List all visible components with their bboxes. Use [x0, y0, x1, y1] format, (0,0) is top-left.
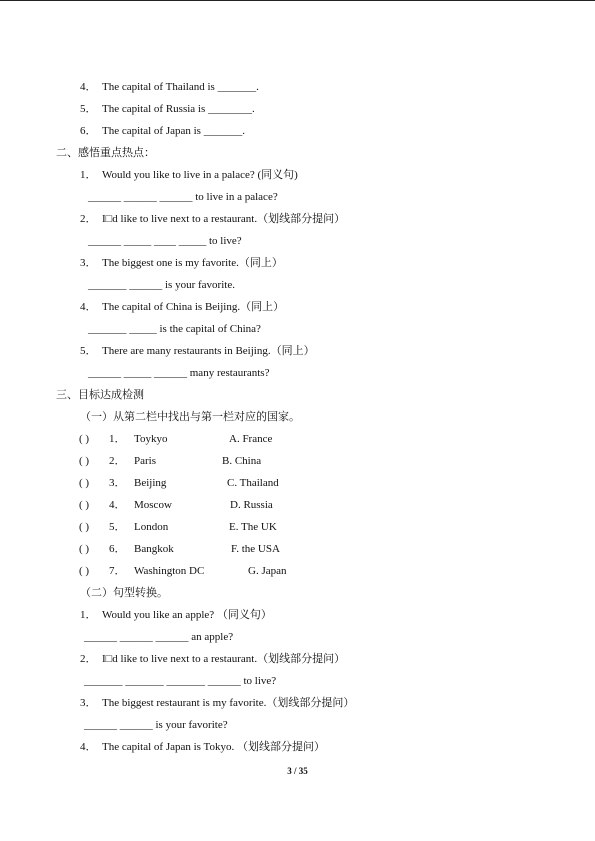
answer-line: ______ _____ ______ many restaurants?	[88, 367, 270, 379]
match-number: 1．	[109, 433, 126, 445]
answer-line: _______ _____ is the capital of China?	[88, 323, 261, 335]
question-text: The biggest restaurant is my favorite.（划线部分提问）	[102, 697, 355, 709]
answer-paren: ( )	[79, 521, 90, 533]
heading-text: 二、感悟重点热点：	[56, 147, 155, 159]
match-city: Washington DC	[134, 565, 205, 577]
question-number: 1．	[80, 609, 97, 621]
question-text: I□d like to live next to a restaurant.（划线部分提问）	[102, 213, 346, 225]
match-country: F. the USA	[231, 543, 280, 555]
answer-paren: ( )	[79, 477, 90, 489]
answer-paren: ( )	[79, 499, 90, 511]
answer-line: ______ ______ is your favorite?	[84, 719, 228, 731]
match-number: 2．	[109, 455, 126, 467]
heading-text: 三、目标达成检测	[56, 389, 144, 401]
question-text: I□d like to live next to a restaurant.（划线部分提问）	[102, 653, 346, 665]
heading-text: （二）句型转换。	[80, 587, 168, 599]
match-country: G. Japan	[248, 565, 287, 577]
question-text: The capital of Japan is _______.	[102, 125, 245, 137]
match-city: Paris	[134, 455, 156, 467]
answer-paren: ( )	[79, 433, 90, 445]
question-number: 3．	[80, 257, 97, 269]
question-text: The capital of Japan is Tokyo. （划线部分提问）	[102, 741, 325, 753]
question-number: 6．	[80, 125, 97, 137]
question-text: There are many restaurants in Beijing.（同上）	[102, 345, 315, 357]
match-number: 6．	[109, 543, 126, 555]
question-text: The capital of Russia is ________.	[102, 103, 255, 115]
question-text: The biggest one is my favorite.（同上）	[102, 257, 283, 269]
match-city: Toykyo	[134, 433, 168, 445]
question-text: Would you like an apple? （同义句）	[102, 609, 272, 621]
match-number: 3．	[109, 477, 126, 489]
question-text: The capital of Thailand is _______.	[102, 81, 259, 93]
question-number: 4．	[80, 81, 97, 93]
answer-line: ______ ______ ______ an apple?	[84, 631, 234, 643]
match-country: A. France	[229, 433, 273, 445]
top-border	[0, 0, 595, 1]
question-number: 3．	[80, 697, 97, 709]
question-number: 2．	[80, 213, 97, 225]
question-number: 1．	[80, 169, 97, 181]
heading-text: （一）从第二栏中找出与第一栏对应的国家。	[80, 411, 300, 423]
page-number: 3 / 35	[287, 766, 308, 776]
question-number: 5．	[80, 103, 97, 115]
answer-line: ______ _____ ____ _____ to live?	[88, 235, 242, 247]
match-city: London	[134, 521, 169, 533]
question-number: 4．	[80, 741, 97, 753]
answer-paren: ( )	[79, 455, 90, 467]
question-number: 2．	[80, 653, 97, 665]
question-text: The capital of China is Beijing.（同上）	[102, 301, 285, 313]
match-country: B. China	[222, 455, 262, 467]
match-city: Moscow	[134, 499, 172, 511]
match-city: Beijing	[134, 477, 167, 489]
answer-line: _______ ______ is your favorite.	[88, 279, 235, 291]
question-number: 4．	[80, 301, 97, 313]
match-number: 4．	[109, 499, 126, 511]
match-country: E. The UK	[229, 521, 277, 533]
answer-line: ______ ______ ______ to live in a palace?	[88, 191, 278, 203]
question-text: Would you like to live in a palace? (同义句)	[102, 169, 298, 181]
match-country: D. Russia	[230, 499, 273, 511]
match-city: Bangkok	[134, 543, 174, 555]
match-number: 7．	[109, 565, 126, 577]
question-number: 5．	[80, 345, 97, 357]
match-country: C. Thailand	[227, 477, 279, 489]
answer-line: _______ _______ _______ ______ to live?	[84, 675, 277, 687]
answer-paren: ( )	[79, 543, 90, 555]
answer-paren: ( )	[79, 565, 90, 577]
match-number: 5．	[109, 521, 126, 533]
